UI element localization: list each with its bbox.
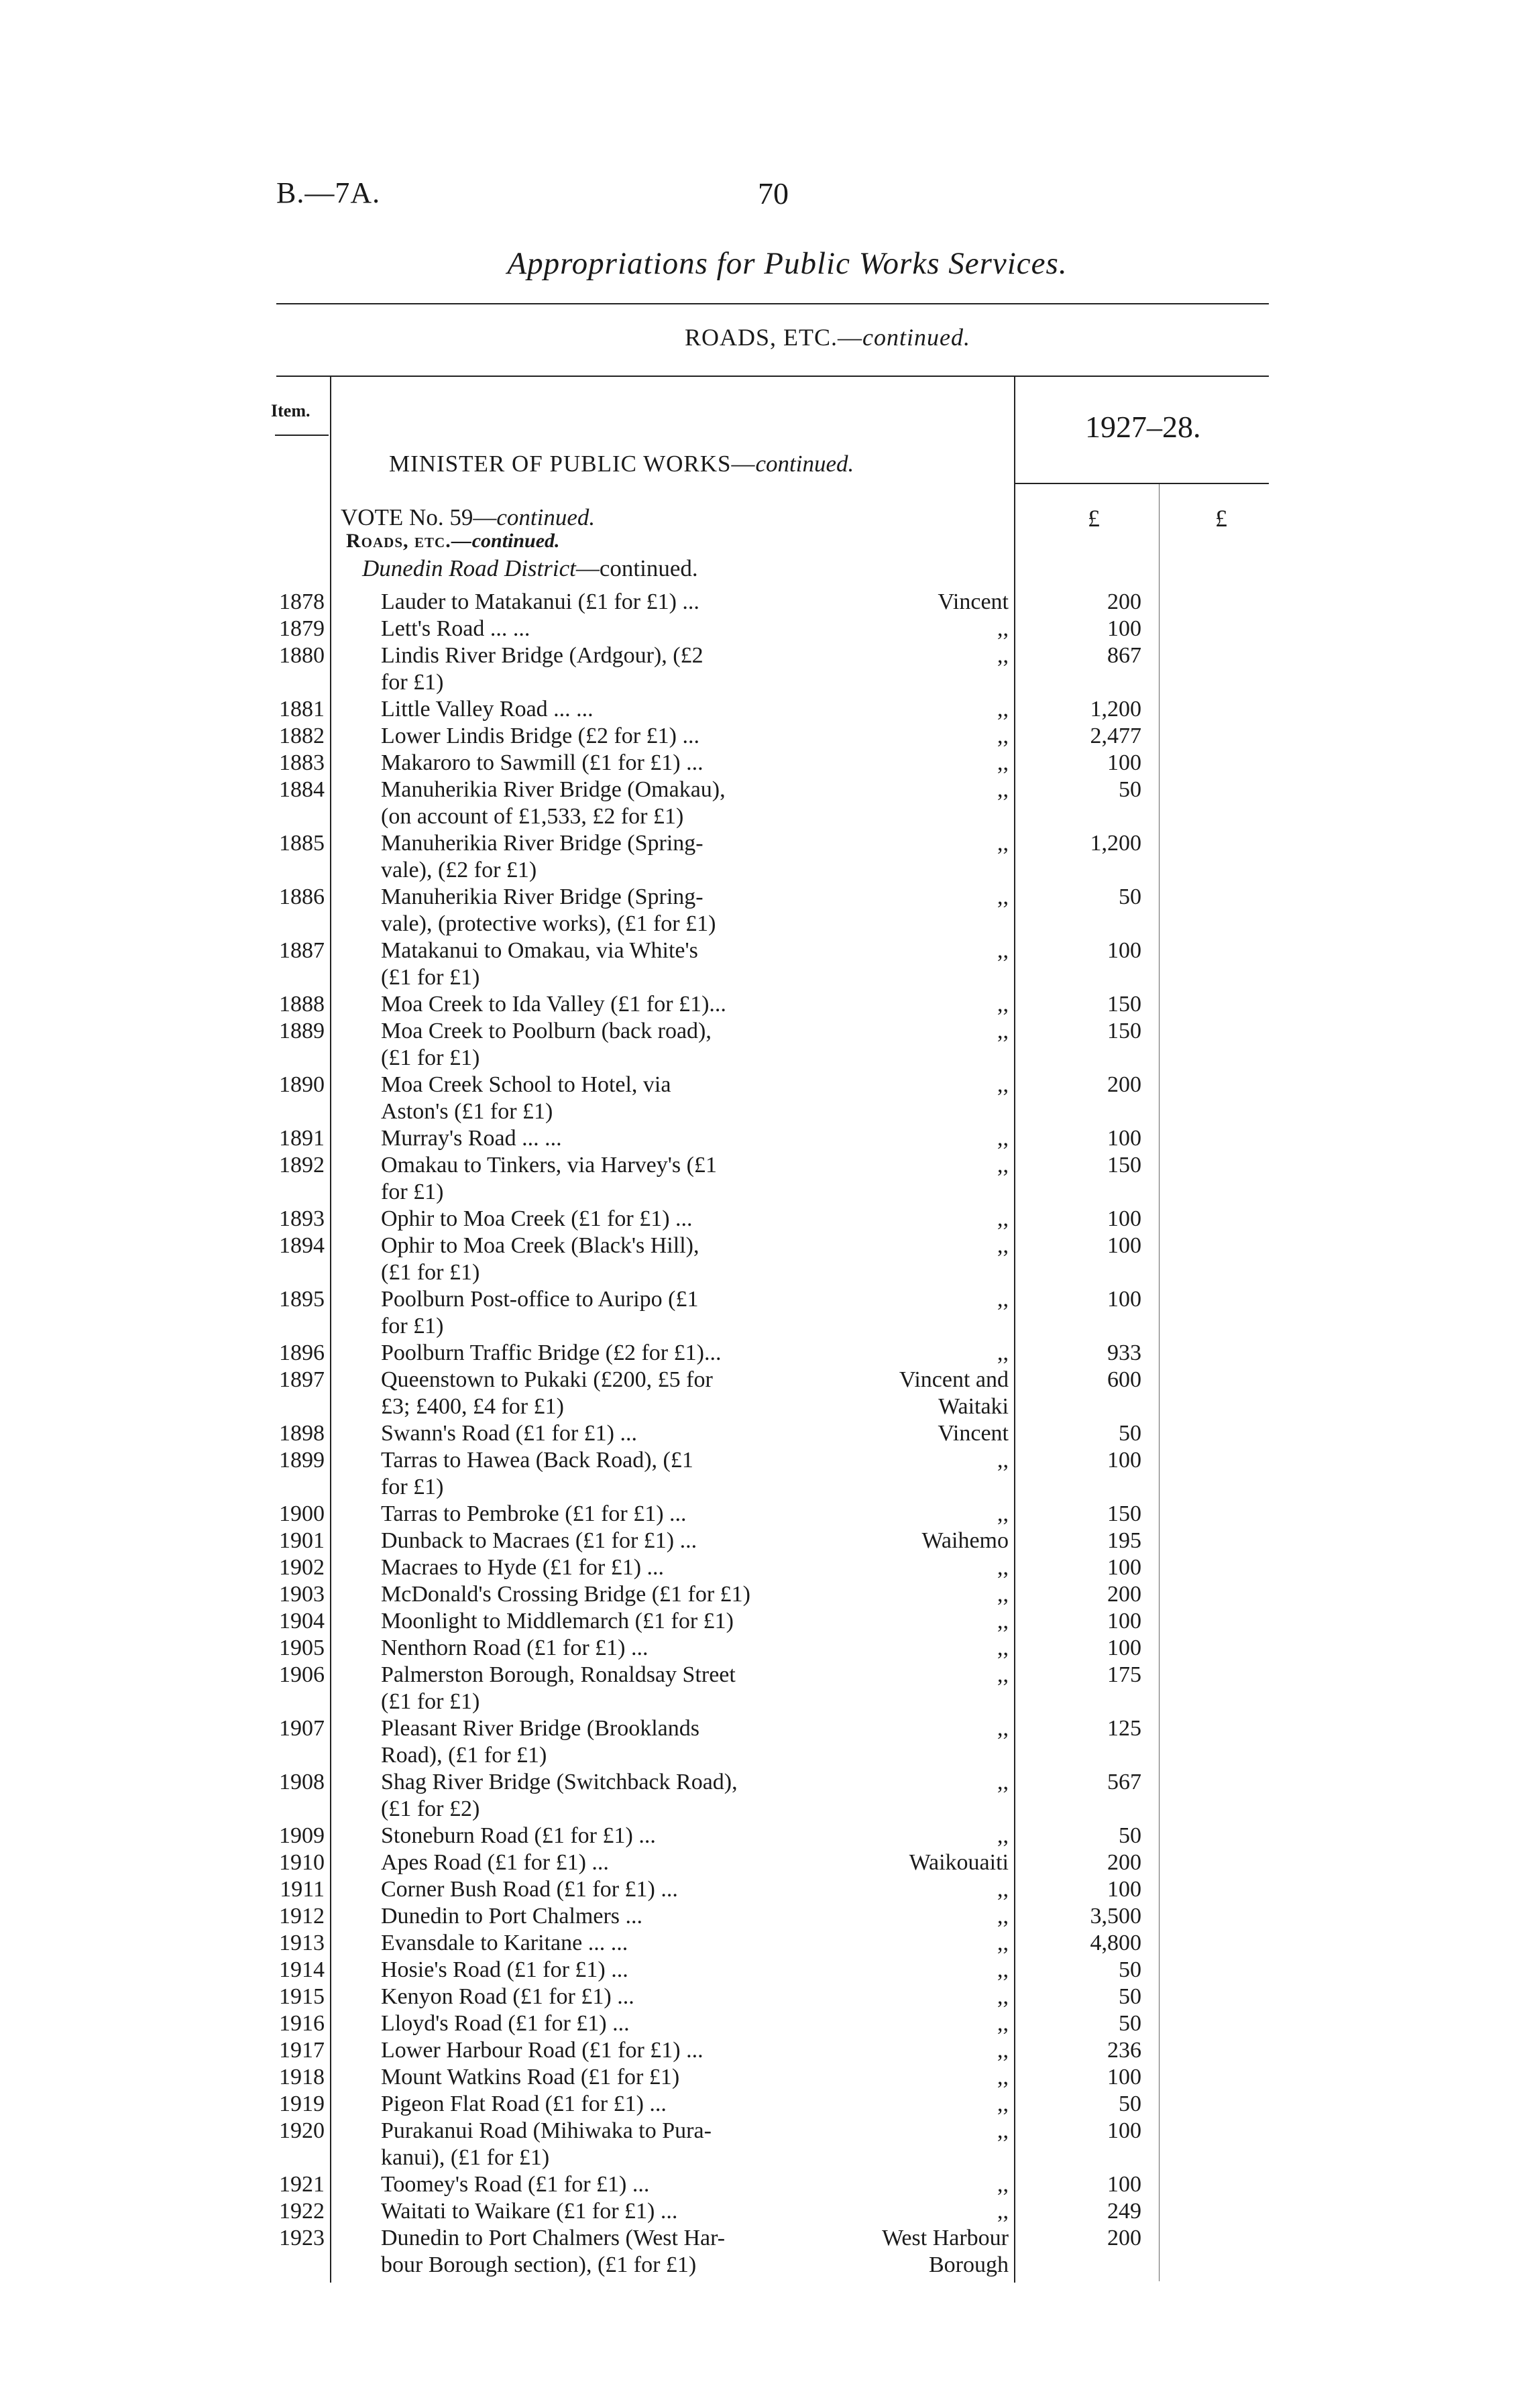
currency-header-2: £ [1215, 505, 1227, 532]
county-name: ,, [997, 831, 1009, 856]
item-number: 1910 [279, 1850, 325, 1875]
county-name: ,, [997, 643, 1009, 668]
county-name: ,, [997, 2011, 1009, 2036]
item-column-divider [330, 377, 331, 2283]
roads-heading [346, 530, 560, 553]
amount-value: 125 [1107, 1716, 1141, 1741]
item-number: 1882 [279, 724, 325, 748]
county-name: ,, [997, 1501, 1009, 1526]
county-name: ,, [997, 1931, 1009, 1955]
county-name: ,, [997, 1448, 1009, 1473]
amount-value: 100 [1107, 750, 1141, 775]
county-name: ,, [997, 1287, 1009, 1312]
item-number: 1883 [279, 750, 325, 775]
item-number: 1890 [279, 1072, 325, 1097]
county-name: ,, [997, 1877, 1009, 1902]
item-number: 1904 [279, 1609, 325, 1633]
item-number: 1886 [279, 884, 325, 909]
amount-value: 200 [1107, 1850, 1141, 1875]
item-description: Manuherikia River Bridge (Omakau), (on account of £1,533, £2 for £1) [381, 777, 726, 829]
county-name: ,, [997, 1153, 1009, 1178]
item-description: Pleasant River Bridge (Brooklands Road), (£1 for £1) [381, 1716, 699, 1768]
item-description: Little Valley Road ... ... [381, 697, 594, 722]
amount-value: 150 [1107, 1019, 1141, 1043]
item-description: McDonald's Crossing Bridge (£1 for £1) [381, 1582, 751, 1607]
item-number: 1903 [279, 1582, 325, 1607]
amount-value: 200 [1107, 1072, 1141, 1097]
item-number: 1905 [279, 1636, 325, 1660]
item-description: Makaroro to Sawmill (£1 for £1) ... [381, 750, 703, 775]
item-description: Stoneburn Road (£1 for £1) ... [381, 1823, 656, 1848]
year-column-header: 1927–28. [1085, 410, 1201, 444]
item-number: 1891 [279, 1126, 325, 1151]
item-number: 1884 [279, 777, 325, 802]
county-name: ,, [997, 1984, 1009, 2009]
vote-heading-main: VOTE No. 59— [341, 504, 497, 530]
item-number: 1892 [279, 1153, 325, 1178]
item-number: 1916 [279, 2011, 325, 2036]
item-number: 1901 [279, 1528, 325, 1553]
item-description: Queenstown to Pukaki (£200, £5 for £3; £400, £4 for £1) [381, 1367, 713, 1419]
item-description: Swann's Road (£1 for £1) ... [381, 1421, 637, 1446]
item-number: 1887 [279, 938, 325, 963]
amount-value: 200 [1107, 1582, 1141, 1607]
item-number: 1898 [279, 1421, 325, 1446]
amount-value: 150 [1107, 1501, 1141, 1526]
item-description: Ophir to Moa Creek (£1 for £1) ... [381, 1206, 693, 1231]
item-description: Waitati to Waikare (£1 for £1) ... [381, 2199, 678, 2224]
county-name: ,, [997, 1126, 1009, 1151]
amount-column-divider [1159, 484, 1160, 2281]
item-number: 1893 [279, 1206, 325, 1231]
item-number: 1914 [279, 1957, 325, 1982]
county-name: ,, [997, 1904, 1009, 1929]
amount-value: 249 [1107, 2199, 1141, 2224]
item-description: Ophir to Moa Creek (Black's Hill), (£1 for £1) [381, 1233, 699, 1285]
county-name: ,, [997, 2091, 1009, 2116]
title-rule [276, 303, 1269, 304]
amount-value: 100 [1107, 1233, 1141, 1258]
amount-value: 100 [1107, 2172, 1141, 2197]
amount-value: 100 [1107, 1877, 1141, 1902]
item-number: 1920 [279, 2118, 325, 2143]
county-name: ,, [997, 938, 1009, 963]
county-name: West Harbour Borough [882, 2226, 1009, 2277]
county-name: Vincent [938, 589, 1009, 614]
item-description: Tarras to Hawea (Back Road), (£1 for £1) [381, 1448, 693, 1499]
item-description: Murray's Road ... ... [381, 1126, 562, 1151]
district-heading-continued: —continued. [575, 555, 698, 581]
item-description: Manuherikia River Bridge (Spring- vale), (£2 for £1) [381, 831, 703, 882]
item-description: Shag River Bridge (Switchback Road), (£1 for £2) [381, 1770, 738, 1821]
amount-value: 50 [1119, 2011, 1141, 2036]
county-name: ,, [997, 1609, 1009, 1633]
item-number: 1885 [279, 831, 325, 856]
item-number: 1919 [279, 2091, 325, 2116]
item-description: Apes Road (£1 for £1) ... [381, 1850, 609, 1875]
item-description: Moa Creek School to Hotel, via Aston's (£1 for £1) [381, 1072, 671, 1124]
item-description: Purakanui Road (Mihiwaka to Pura- kanui), (£1 for £1) [381, 2118, 712, 2170]
roads-heading-main: Roads, etc.— [346, 530, 472, 552]
item-number: 1902 [279, 1555, 325, 1580]
amount-value: 50 [1119, 884, 1141, 909]
year-column-divider [1014, 377, 1015, 2283]
county-name: ,, [997, 1636, 1009, 1660]
document-code: B.—7A. [276, 176, 381, 209]
amount-value: 600 [1107, 1367, 1141, 1392]
amount-value: 195 [1107, 1528, 1141, 1553]
item-description: Lloyd's Road (£1 for £1) ... [381, 2011, 630, 2036]
item-number: 1912 [279, 1904, 325, 1929]
amount-value: 1,200 [1090, 697, 1141, 722]
item-column-header: Item. [271, 401, 311, 420]
item-number: 1888 [279, 992, 325, 1017]
amount-value: 100 [1107, 1555, 1141, 1580]
county-name: ,, [997, 1019, 1009, 1043]
item-number: 1889 [279, 1019, 325, 1043]
amount-value: 50 [1119, 1984, 1141, 2009]
item-description: Mount Watkins Road (£1 for £1) [381, 2065, 680, 2089]
item-description: Lower Lindis Bridge (£2 for £1) ... [381, 724, 699, 748]
amount-value: 100 [1107, 1126, 1141, 1151]
item-number: 1897 [279, 1367, 325, 1392]
page-number: 70 [758, 176, 789, 211]
amount-value: 50 [1119, 1823, 1141, 1848]
section-heading-continued: continued. [862, 324, 970, 351]
amount-value: 175 [1107, 1662, 1141, 1687]
amount-value: 200 [1107, 2226, 1141, 2250]
item-description: Moa Creek to Poolburn (back road), (£1 for £1) [381, 1019, 712, 1070]
county-name: ,, [997, 1770, 1009, 1794]
item-description: Kenyon Road (£1 for £1) ... [381, 1984, 634, 2009]
item-description: Moa Creek to Ida Valley (£1 for £1)... [381, 992, 726, 1017]
item-number: 1899 [279, 1448, 325, 1473]
amount-value: 50 [1119, 2091, 1141, 2116]
vote-heading-continued: continued. [496, 504, 596, 530]
amount-value: 100 [1107, 1287, 1141, 1312]
amount-value: 933 [1107, 1340, 1141, 1365]
item-number: 1878 [279, 589, 325, 614]
item-description: Dunback to Macraes (£1 for £1) ... [381, 1528, 697, 1553]
currency-header-1: £ [1088, 505, 1100, 532]
item-description: Corner Bush Road (£1 for £1) ... [381, 1877, 678, 1902]
county-name: ,, [997, 884, 1009, 909]
county-name: ,, [997, 1957, 1009, 1982]
item-description: Lindis River Bridge (Ardgour), (£2 for £1) [381, 643, 703, 695]
vote-heading [341, 504, 595, 531]
county-name: Vincent and Waitaki [899, 1367, 1009, 1419]
amount-value: 4,800 [1090, 1931, 1141, 1955]
item-number: 1909 [279, 1823, 325, 1848]
county-name: ,, [997, 724, 1009, 748]
county-name: ,, [997, 1716, 1009, 1741]
amount-value: 2,477 [1090, 724, 1141, 748]
table-top-rule [276, 376, 1269, 377]
item-number: 1880 [279, 643, 325, 668]
amount-value: 50 [1119, 1421, 1141, 1446]
amount-value: 100 [1107, 1609, 1141, 1633]
item-label-underline [275, 435, 329, 436]
county-name: ,, [997, 777, 1009, 802]
amount-value: 150 [1107, 1153, 1141, 1178]
item-description: Lett's Road ... ... [381, 616, 530, 641]
item-number: 1896 [279, 1340, 325, 1365]
county-name: ,, [997, 2199, 1009, 2224]
item-number: 1921 [279, 2172, 325, 2197]
item-number: 1923 [279, 2226, 325, 2250]
amount-value: 100 [1107, 616, 1141, 641]
item-number: 1911 [280, 1877, 325, 1902]
item-description: Nenthorn Road (£1 for £1) ... [381, 1636, 649, 1660]
item-description: Tarras to Pembroke (£1 for £1) ... [381, 1501, 687, 1526]
item-description: Toomey's Road (£1 for £1) ... [381, 2172, 650, 2197]
item-description: Moonlight to Middlemarch (£1 for £1) [381, 1609, 734, 1633]
county-name: ,, [997, 1206, 1009, 1231]
amount-value: 867 [1107, 643, 1141, 668]
item-number: 1913 [279, 1931, 325, 1955]
county-name: ,, [997, 1823, 1009, 1848]
page-title: Appropriations for Public Works Services. [507, 246, 1068, 281]
item-number: 1906 [279, 1662, 325, 1687]
item-number: 1881 [279, 697, 325, 722]
amount-value: 236 [1107, 2038, 1141, 2063]
county-name: ,, [997, 697, 1009, 722]
amount-value: 50 [1119, 777, 1141, 802]
amount-value: 50 [1119, 1957, 1141, 1982]
item-description: Poolburn Post-office to Auripo (£1 for £1) [381, 1287, 699, 1338]
item-number: 1907 [279, 1716, 325, 1741]
county-name: ,, [997, 1662, 1009, 1687]
amount-value: 100 [1107, 1448, 1141, 1473]
county-name: ,, [997, 616, 1009, 641]
item-number: 1917 [279, 2038, 325, 2063]
minister-heading [389, 451, 854, 477]
county-name: ,, [997, 1233, 1009, 1258]
county-name: Waikouaiti [909, 1850, 1009, 1875]
item-description: Dunedin to Port Chalmers (West Har- bour Borough section), (£1 for £1) [381, 2226, 726, 2277]
amount-value: 100 [1107, 2118, 1141, 2143]
item-number: 1918 [279, 2065, 325, 2089]
amount-value: 567 [1107, 1770, 1141, 1794]
item-number: 1879 [279, 616, 325, 641]
item-number: 1908 [279, 1770, 325, 1794]
county-name: ,, [997, 1340, 1009, 1365]
county-name: ,, [997, 750, 1009, 775]
county-name: ,, [997, 992, 1009, 1017]
county-name: ,, [997, 1582, 1009, 1607]
amount-value: 100 [1107, 1636, 1141, 1660]
item-number: 1894 [279, 1233, 325, 1258]
roads-heading-continued: continued. [471, 530, 560, 552]
item-number: 1895 [279, 1287, 325, 1312]
item-description: Macraes to Hyde (£1 for £1) ... [381, 1555, 665, 1580]
item-description: Dunedin to Port Chalmers ... [381, 1904, 643, 1929]
item-number: 1915 [279, 1984, 325, 2009]
section-heading-main: ROADS, ETC.— [685, 324, 863, 351]
county-name: Vincent [938, 1421, 1009, 1446]
county-name: Waihemo [921, 1528, 1009, 1553]
minister-heading-continued: continued. [755, 451, 854, 477]
county-name: ,, [997, 1555, 1009, 1580]
item-description: Lauder to Matakanui (£1 for £1) ... [381, 589, 699, 614]
county-name: ,, [997, 1072, 1009, 1097]
district-heading-main: Dunedin Road District [362, 555, 576, 581]
item-description: Evansdale to Karitane ... ... [381, 1931, 628, 1955]
item-description: Hosie's Road (£1 for £1) ... [381, 1957, 628, 1982]
year-column-underline [1014, 483, 1269, 484]
item-number: 1900 [279, 1501, 325, 1526]
item-description: Pigeon Flat Road (£1 for £1) ... [381, 2091, 667, 2116]
county-name: ,, [997, 2065, 1009, 2089]
amount-value: 200 [1107, 589, 1141, 614]
item-description: Palmerston Borough, Ronaldsay Street (£1 for £1) [381, 1662, 736, 1714]
item-number: 1922 [279, 2199, 325, 2224]
county-name: ,, [997, 2118, 1009, 2143]
amount-value: 100 [1107, 1206, 1141, 1231]
item-description: Manuherikia River Bridge (Spring- vale), (protective works), (£1 for £1) [381, 884, 716, 936]
county-name: ,, [997, 2038, 1009, 2063]
amount-value: 1,200 [1090, 831, 1141, 856]
item-description: Matakanui to Omakau, via White's (£1 for £1) [381, 938, 698, 990]
amount-value: 100 [1107, 938, 1141, 963]
section-heading [0, 323, 1521, 351]
amount-value: 150 [1107, 992, 1141, 1017]
amount-value: 100 [1107, 2065, 1141, 2089]
item-description: Lower Harbour Road (£1 for £1) ... [381, 2038, 703, 2063]
item-description: Omakau to Tinkers, via Harvey's (£1 for £1) [381, 1153, 717, 1204]
amount-value: 3,500 [1090, 1904, 1141, 1929]
district-heading [362, 555, 698, 582]
county-name: ,, [997, 2172, 1009, 2197]
minister-heading-main: MINISTER OF PUBLIC WORKS— [389, 451, 756, 477]
item-description: Poolburn Traffic Bridge (£2 for £1)... [381, 1340, 722, 1365]
